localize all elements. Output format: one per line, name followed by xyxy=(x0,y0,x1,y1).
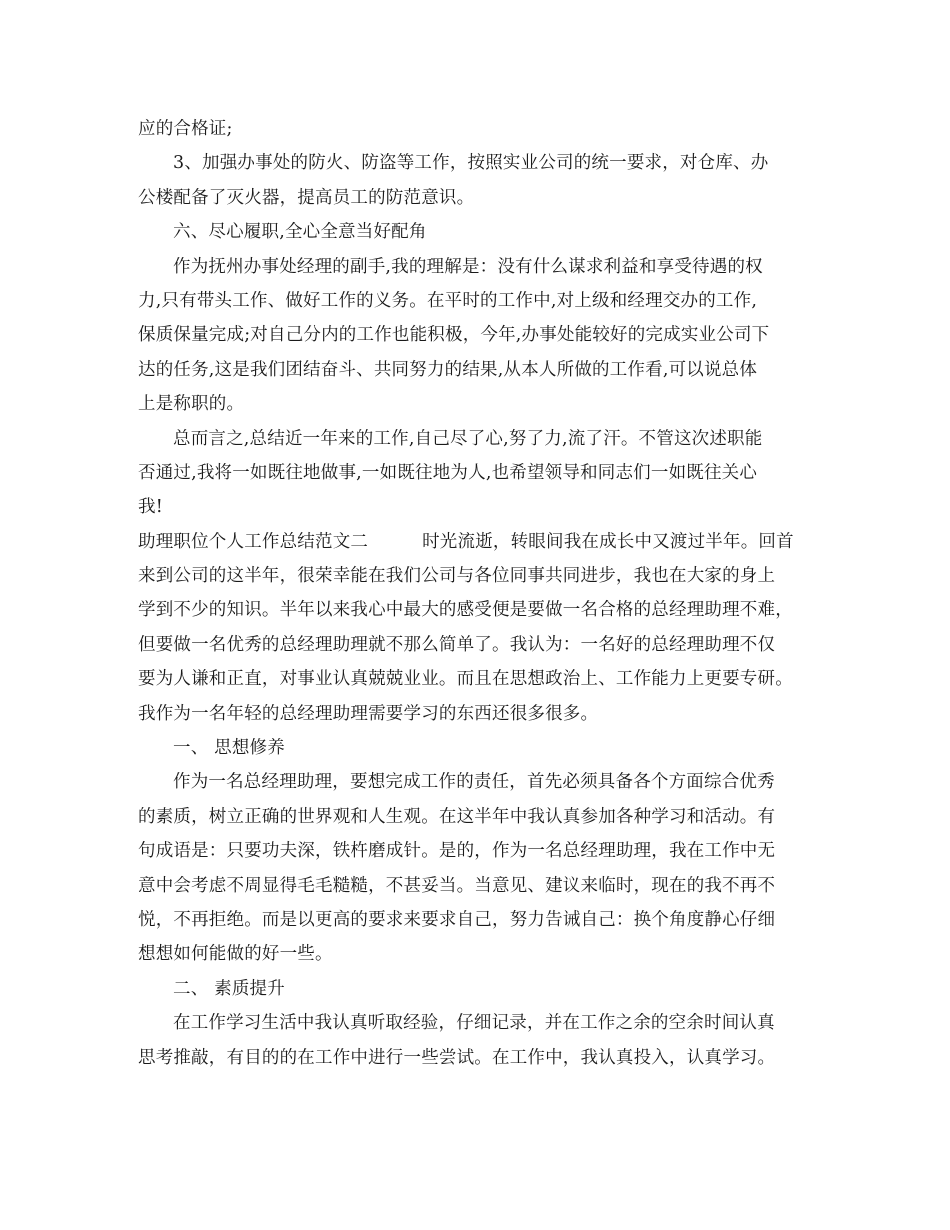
paragraph-line: 否通过,我将一如既往地做事,一如既往地为人,也希望领导和同志们一如既往关心 xyxy=(138,462,758,483)
paragraph-line: 时光流逝，转眼间我在成长中又渡过半年。回首 xyxy=(422,531,794,552)
paragraph-line: 作为抚州办事处经理的副手,我的理解是：没有什么谋求利益和享受待遇的权 xyxy=(173,256,763,277)
paragraph-line: 但要做一名优秀的总经理助理就不那么简单了。我认为：一名好的总经理助理不仅 xyxy=(138,634,776,655)
paragraph-line: 作为一名总经理助理，要想完成工作的责任，首先必须具备各个方面综合优秀 xyxy=(173,772,775,793)
paragraph-line: 来到公司的这半年，很荣幸能在我们公司与各位同事共同进步，我也在大家的身上 xyxy=(138,566,776,587)
paragraph-line: 我作为一名年轻的总经理助理需要学习的东西还很多很多。 xyxy=(138,703,599,724)
paragraph-line: 句成语是：只要功夫深，铁杵磨成针。是的，作为一名总经理助理，我在工作中无 xyxy=(138,841,776,862)
paragraph-line: 总而言之,总结近一年来的工作,自己尽了心,努了力,流了汗。不管这次述职能 xyxy=(173,428,763,449)
paragraph-line: 思考推敲，有目的的在工作中进行一些尝试。在工作中，我认真投入，认真学习。 xyxy=(138,1047,776,1068)
section-heading: 一、 思想修养 xyxy=(173,738,285,759)
paragraph-line: 上是称职的。 xyxy=(138,394,245,415)
paragraph-line: 悦，不再拒绝。而是以更高的要求来要求自己，努力告诫自己：换个角度静心仔细 xyxy=(138,909,776,930)
paragraph-line: 在工作学习生活中我认真听取经验，仔细记录，并在工作之余的空余时间认真 xyxy=(173,1013,775,1034)
section-heading: 六、尽心履职,全心全意当好配角 xyxy=(173,222,427,243)
document-body xyxy=(138,112,814,1075)
paragraph-line: 应的合格证; xyxy=(138,119,233,139)
paragraph-line: 想想如何能做的好一些。 xyxy=(138,944,333,965)
paragraph-line: 3、加强办事处的防火、防盗等工作，按照实业公司的统一要求，对仓库、办 xyxy=(173,153,769,174)
paragraph-line: 我! xyxy=(138,497,163,518)
title-line xyxy=(138,525,814,559)
paragraph-line: 要为人谦和正直，对事业认真兢兢业业。而且在思想政治上、工作能力上更要专研。 xyxy=(138,669,793,690)
paragraph-line: 的素质，树立正确的世界观和人生观。在这半年中我认真参加各种学习和活动。有 xyxy=(138,806,776,827)
paragraph-line: 公楼配备了灭火器，提高员工的防范意识。 xyxy=(138,187,475,208)
paragraph-line: 达的任务,这是我们团结奋斗、共同努力的结果,从本人所做的工作看,可以说总体 xyxy=(138,359,758,380)
section-heading: 二、 素质提升 xyxy=(173,978,285,999)
paragraph-line: 保质保量完成;对自己分内的工作也能积极，今年,办事处能较好的完成实业公司下 xyxy=(138,325,770,346)
paragraph-line: 意中会考虑不周显得毛毛糙糙，不甚妥当。当意见、建议来临时，现在的我不再不 xyxy=(138,875,776,896)
document-title: 助理职位个人工作总结范文二 xyxy=(138,531,369,552)
paragraph-line: 学到不少的知识。半年以来我心中最大的感受便是要做一名合格的总经理助理不难， xyxy=(138,600,793,621)
paragraph-line: 力,只有带头工作、做好工作的义务。在平时的工作中,对上级和经理交办的工作, xyxy=(138,290,758,311)
